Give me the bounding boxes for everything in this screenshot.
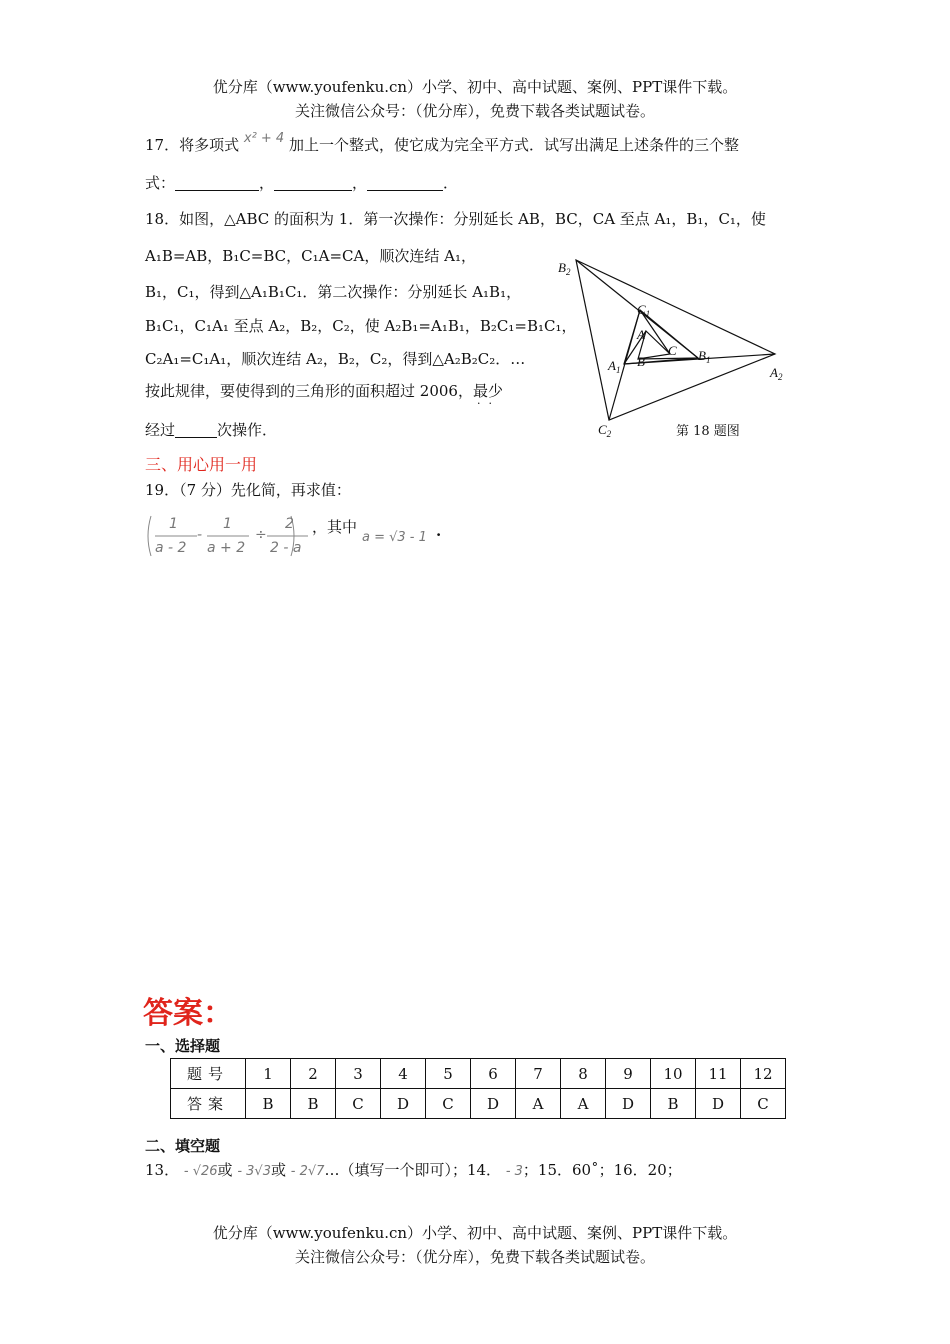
- answer-table: [170, 1058, 786, 1119]
- emphasis-dots: ··: [476, 397, 500, 410]
- label-a1: $A_1$: [608, 358, 621, 375]
- q-num: 8: [561, 1059, 606, 1089]
- question-17-line2: [145, 172, 458, 193]
- q18-emphasis: [472, 382, 503, 410]
- figure-18-caption: 第 18 题图: [676, 424, 740, 439]
- row-label-number: 题号: [171, 1059, 246, 1089]
- q18-line5: C₂A₁=C₁A₁，顺次连结 A₂，B₂，C₂，得到△A₂B₂C₂．…: [145, 350, 526, 368]
- answer-choice: B: [651, 1089, 696, 1119]
- label-c: C: [668, 343, 677, 358]
- answer-choice: A: [561, 1089, 606, 1119]
- site-footer-line2: 关注微信公众号：（优分库），免费下载各类试题试卷。: [294, 1248, 655, 1266]
- a13-number: 13．: [145, 1161, 180, 1179]
- q19-condition: a = √3 - 1: [362, 530, 427, 545]
- a13-or-1: 或: [217, 1161, 233, 1179]
- a13-option-3: - 2√7: [290, 1164, 325, 1179]
- a13-option-2: - 3√3: [237, 1164, 271, 1179]
- q-num: 9: [606, 1059, 651, 1089]
- q17-line2-pre: 式：: [145, 174, 176, 192]
- q18-line7: [145, 419, 277, 440]
- divide-sign: ÷: [255, 527, 267, 543]
- q18-line7-post: 次操作．: [217, 421, 278, 439]
- label-c1: $C_1$: [637, 302, 651, 319]
- q18-line4: B₁C₁，C₁A₁ 至点 A₂，B₂，C₂，使 A₂B₁=A₁B₁，B₂C₁=B₁C₁，: [145, 317, 577, 335]
- q-num: 2: [291, 1059, 336, 1089]
- answer-choice: B: [291, 1089, 336, 1119]
- label-b2: $B_2$: [558, 260, 571, 277]
- left-paren: [148, 516, 151, 556]
- answer-choice: B: [246, 1089, 291, 1119]
- q17-sep-1: ，: [259, 174, 275, 192]
- q18-emphasis-text: 最少: [472, 382, 503, 400]
- q-num: 7: [516, 1059, 561, 1089]
- answer-line-13: [145, 1159, 682, 1180]
- q18-line6-pre: 按此规律，要使得到的三角形的面积超过 2006，: [145, 382, 473, 400]
- question-17-line1: [145, 131, 740, 155]
- site-header-line2: 关注微信公众号：（优分库），免费下载各类试题试卷。: [294, 102, 655, 120]
- answer-choice: A: [516, 1089, 561, 1119]
- frac2-denominator: a + 2: [207, 540, 246, 556]
- section-3-title: 三、用心用一用: [145, 455, 258, 474]
- q17-blank-3[interactable]: [367, 175, 443, 191]
- answer-choice: C: [741, 1089, 786, 1119]
- q17-expression: x² + 4: [243, 131, 285, 146]
- a15-16-values: ；15．60˚；16．20；: [522, 1161, 682, 1179]
- q19-where: ，其中: [312, 518, 358, 536]
- answers-title: 答案：: [143, 996, 233, 1031]
- q-num: 5: [426, 1059, 471, 1089]
- answer-choice: D: [471, 1089, 516, 1119]
- q19-end: .: [436, 522, 442, 540]
- q18-line1: 18．如图，△ABC 的面积为 1．第一次操作：分别延长 AB，BC，CA 至点 A₁，B₁，C₁，使: [145, 210, 766, 228]
- site-footer-line1: 优分库（www.youfenku.cn）小学、初中、高中试题、案例、PPT课件下载。: [212, 1224, 738, 1242]
- q17-post: 加上一个整式，使它成为完全平方式．试写出满足上述条件的三个整: [289, 136, 740, 154]
- answer-choice: C: [426, 1089, 471, 1119]
- row-label-answer: 答案: [171, 1089, 246, 1119]
- label-c2: $C_2$: [598, 422, 612, 439]
- q18-blank[interactable]: [175, 422, 217, 438]
- frac3-denominator: 2 - a: [270, 540, 302, 556]
- a13-or-2: 或: [270, 1161, 286, 1179]
- frac1-denominator: a - 2: [155, 540, 187, 556]
- minus-sign: -: [197, 527, 203, 543]
- q17-blank-2[interactable]: [274, 175, 352, 191]
- a14-value: - 3: [505, 1164, 523, 1179]
- label-b1: $B_1$: [698, 348, 711, 365]
- label-b: B: [637, 354, 645, 369]
- frac3-numerator: 2: [285, 516, 294, 532]
- q17-end: ．: [443, 174, 459, 192]
- q19-title: 19．（7 分）先化简，再求值：: [145, 481, 351, 499]
- q17-blank-1[interactable]: [175, 175, 259, 191]
- answer-choice: D: [696, 1089, 741, 1119]
- q-num: 6: [471, 1059, 516, 1089]
- q17-sep-2: ，: [352, 174, 368, 192]
- a13-option-1: - √26: [183, 1164, 218, 1179]
- answer-table-row-numbers: [171, 1059, 786, 1089]
- answer-choice: D: [606, 1089, 651, 1119]
- frac2-numerator: 1: [223, 516, 232, 532]
- site-header-line1: 优分库（www.youfenku.cn）小学、初中、高中试题、案例、PPT课件下载。: [212, 78, 738, 96]
- answer-choice: D: [381, 1089, 426, 1119]
- answers-part1: 一、选择题: [145, 1037, 221, 1055]
- q18-line2: A₁B=AB，B₁C=BC，C₁A=CA，顺次连结 A₁，: [145, 247, 476, 265]
- label-a2: $A_2$: [770, 365, 783, 382]
- q18-line6: [145, 380, 503, 410]
- q18-line3: B₁，C₁，得到△A₁B₁C₁．第二次操作：分别延长 A₁B₁，: [145, 283, 522, 301]
- a13-note: …（填写一个即可）；14．: [324, 1161, 502, 1179]
- answer-choice: C: [336, 1089, 381, 1119]
- frac1-numerator: 1: [169, 516, 178, 532]
- q17-pre: 17．将多项式: [145, 136, 240, 154]
- q-num: 11: [696, 1059, 741, 1089]
- q-num: 12: [741, 1059, 786, 1089]
- q-num: 3: [336, 1059, 381, 1089]
- q18-line7-pre: 经过: [145, 421, 176, 439]
- q-num: 10: [651, 1059, 696, 1089]
- label-a: A: [637, 327, 645, 342]
- q-num: 4: [381, 1059, 426, 1089]
- answer-table-row-choices: [171, 1089, 786, 1119]
- answers-part2: 二、填空题: [145, 1137, 221, 1155]
- q-num: 1: [246, 1059, 291, 1089]
